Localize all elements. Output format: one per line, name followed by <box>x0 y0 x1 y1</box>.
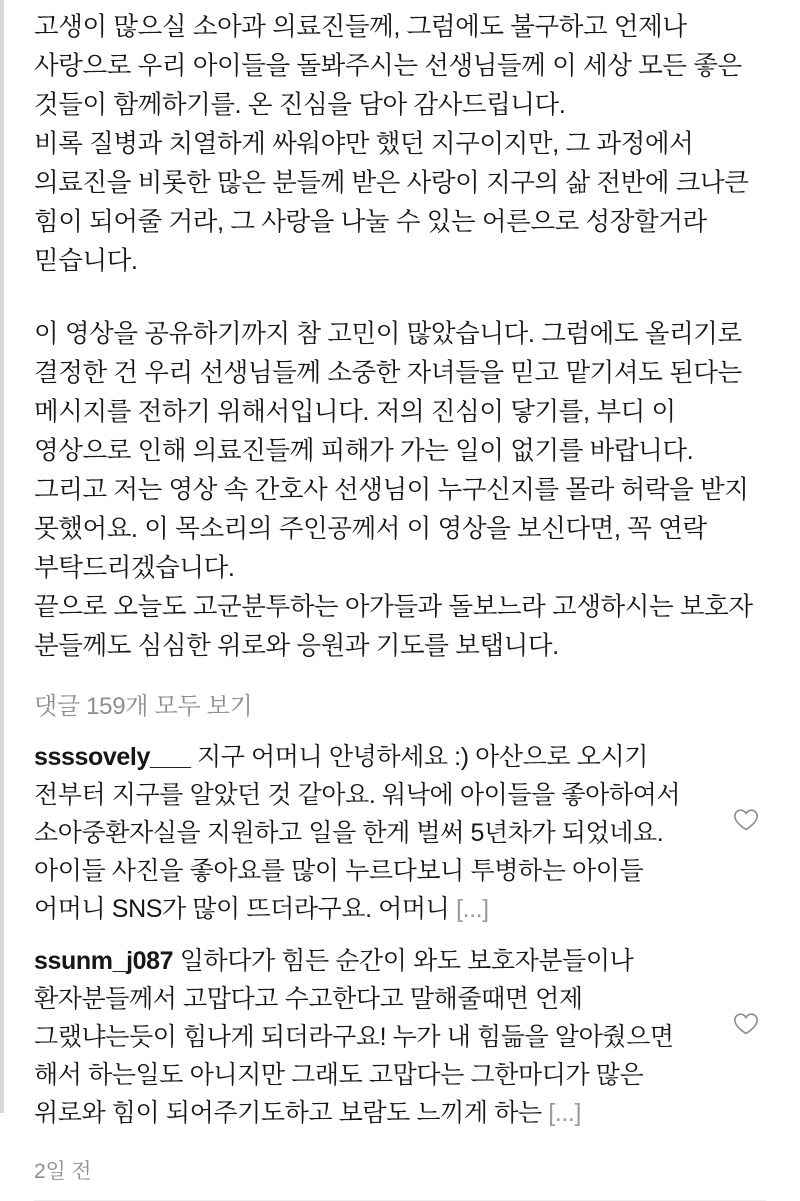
comment-username[interactable]: ssssovely___ <box>34 743 191 771</box>
comment-item <box>34 738 766 928</box>
caption-paragraph-3: 이 영상을 공유하기까지 참 고민이 많았습니다. 그럼에도 올리기로 결정한 건 우리 선생님들께 소중한 자녀들을 믿고 맡기셔도 된다는 메시지를 전하기 위해서입니다. 저의 진심이 닿기를, 부디 이 영상으로 인해 의료진들께 피해가 가는 일이 없기를 바랍니다. <box>34 320 742 465</box>
comment-username[interactable]: ssunm_j087 <box>34 947 174 975</box>
comment-text: 지구 어머니 안녕하세요 :) 아산으로 오시기 전부터 지구를 알았던 것 같아요. 워낙에 아이들을 좋아하여서 소아중환자실을 지원하고 일을 한게 벌써 5년차가 되었네요. 아이들 사진을 좋아요를 많이 누르다보니 투병하는 아이들 어머니 SNS가 많이 뜨더라구요. 어머니 <box>34 743 681 923</box>
comment-more-button[interactable]: [...] <box>548 1099 582 1127</box>
caption-paragraph-5: 끝으로 오늘도 고군분투하는 아가들과 돌보느라 고생하시는 보호자 분들께도 심심한 위로와 응원과 기도를 보탭니다. <box>34 593 753 660</box>
post-caption <box>34 8 766 666</box>
caption-paragraph-2: 비록 질병과 치열하게 싸워야만 했던 지구이지만, 그 과정에서 의료진을 비롯한 많은 분들께 받은 사랑이 지구의 삶 전반에 크나큰 힘이 되어줄 거라, 그 사랑을 나눌 수 있는 어른으로 성장할거라 믿습니다. <box>34 130 749 275</box>
heart-icon[interactable] <box>733 1012 759 1036</box>
comment-more-button[interactable]: [...] <box>455 895 489 923</box>
comment-body <box>34 942 726 1132</box>
comment-like-button[interactable] <box>726 942 766 1036</box>
caption-paragraph-4: 그리고 저는 영상 속 간호사 선생님이 누구신지를 몰라 허락을 받지 못했어요. 이 목소리의 주인공께서 이 영상을 보신다면, 꼭 연락 부탁드리겠습니다. <box>34 476 749 582</box>
view-all-comments-link[interactable]: 댓글 159개 모두 보기 <box>34 693 253 720</box>
post-timestamp: 2일 전 <box>34 1160 92 1183</box>
comment-like-button[interactable] <box>726 738 766 832</box>
heart-icon[interactable] <box>733 808 759 832</box>
caption-paragraph-1: 고생이 많으실 소아과 의료진들께, 그럼에도 불구하고 언제나 사랑으로 우리 아이들을 돌봐주시는 선생님들께 이 세상 모든 좋은 것들이 함께하기를. 온 진심을 담아 감사드립니다. <box>34 13 742 119</box>
comment-body <box>34 738 726 928</box>
comment-text: 일하다가 힘든 순간이 와도 보호자분들이나 환자분들께서 고맙다고 수고한다고 말해줄때면 언제 그랬냐는듯이 힘나게 되더라구요! 누가 내 힘듦을 알아줬으면 해서 하는일도 아니지만 그래도 고맙다는 그한마디가 많은 위로와 힘이 되어주기도하고 보람도 느끼게 하는 <box>34 947 674 1127</box>
caption-spacer <box>34 281 766 315</box>
comment-item <box>34 942 766 1132</box>
